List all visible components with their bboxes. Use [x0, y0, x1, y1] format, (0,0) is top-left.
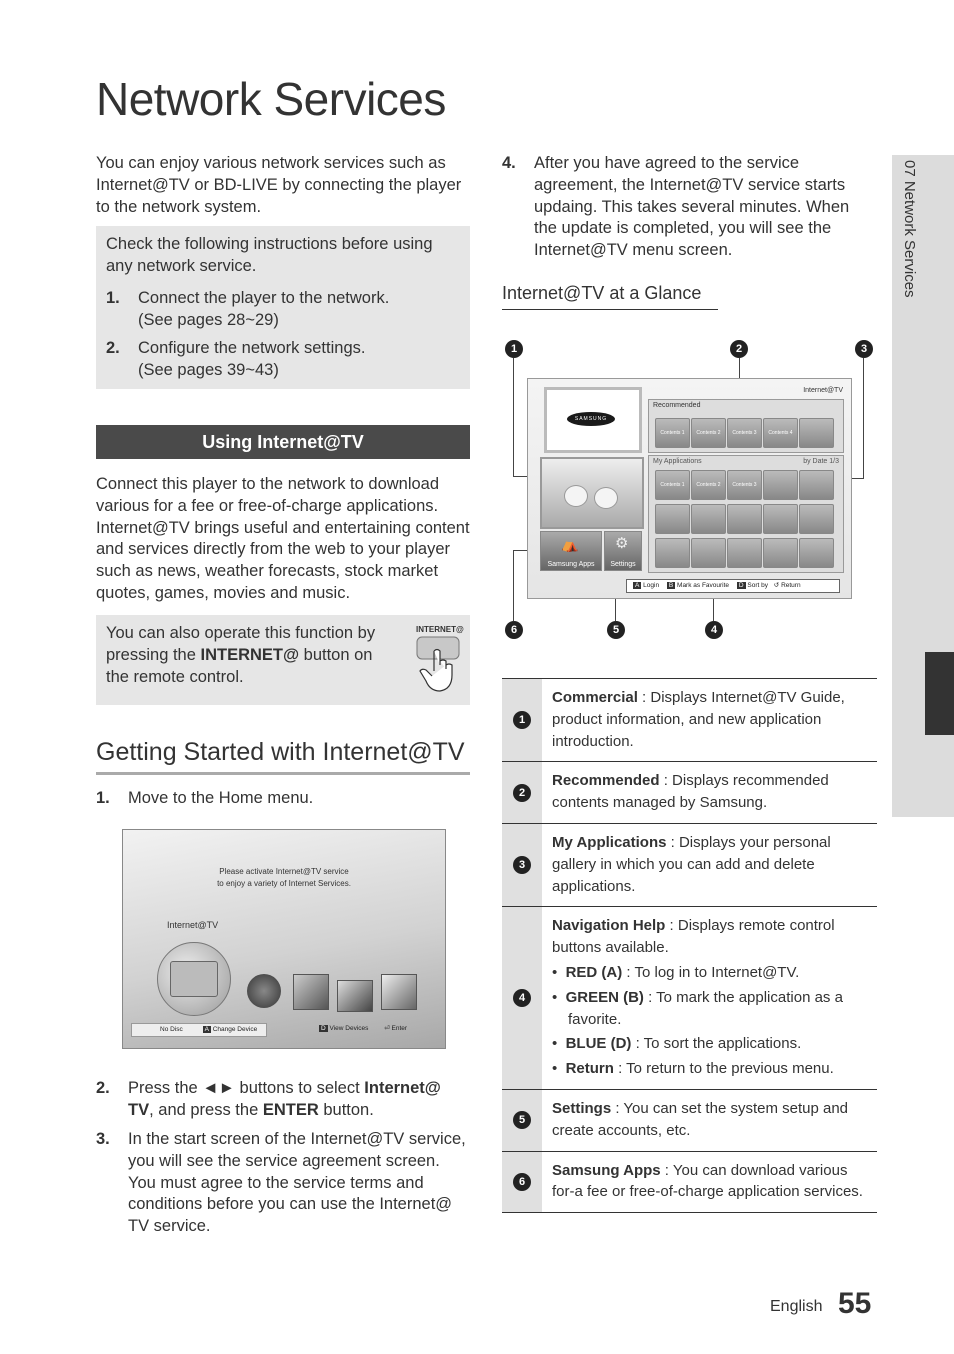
my-applications-panel: [648, 455, 844, 573]
chapter-tab-marker: [925, 652, 954, 735]
table-row: [502, 761, 877, 823]
app-tile[interactable]: [727, 504, 762, 534]
enter-label: Enter: [391, 1025, 408, 1032]
row-number: 3: [513, 856, 531, 874]
remote-note-text: You can also operate this function by pressing the INTERNET@ button on the remote control.: [106, 624, 376, 686]
change-device-label: Change Device: [212, 1026, 258, 1033]
intro-text: You can enjoy various network services such as Internet@TV or BD-LIVE by connecting the player to the network system.: [96, 154, 462, 216]
help-key-b: B: [668, 582, 674, 589]
callout-2: 2: [730, 340, 748, 358]
step-text: Configure the network settings. (See pages 39~43): [138, 339, 366, 379]
step-text: After you have agreed to the service agreement, the Internet@TV service starts updaing. This takes several minutes. When the update is completed, you will see the Internet@TV menu screen.: [534, 154, 850, 260]
row-number: 4: [513, 989, 531, 1007]
d-key: D: [321, 1025, 326, 1032]
puppy-left: [564, 485, 588, 507]
screen-brand: Internet@TV: [803, 387, 843, 394]
settings-button[interactable]: [604, 531, 642, 571]
callout-line-3: [863, 358, 864, 478]
view-devices-label: View Devices: [329, 1025, 369, 1032]
samsung-apps-icon: ⛺: [561, 536, 579, 552]
no-disc-label: No Disc: [160, 1026, 183, 1033]
check-step-2: [106, 338, 456, 382]
row-number: 1: [513, 711, 531, 729]
samsung-logo: SAMSUNG: [567, 412, 615, 426]
table-row: [502, 1151, 877, 1214]
step-text: In the start screen of the Internet@TV service, you will see the service agreement screen. You must agree to the service terms and conditions before you can use the Internet@ TV service.: [128, 1130, 466, 1236]
home-bottom-bar-left: [131, 1023, 267, 1037]
help-sort-by: Sort by: [747, 582, 768, 589]
callout-4: 4: [705, 621, 723, 639]
getting-step-3: [96, 1129, 470, 1239]
step-text: Press the ◄► buttons to select Internet@ TV, and press the ENTER button.: [128, 1079, 441, 1119]
row-text: : You can download various for-a fee or free-of-charge application services.: [552, 1161, 863, 1201]
help-key-d: D: [738, 582, 744, 589]
row-title: Commercial: [552, 689, 638, 706]
glance-heading: Internet@TV at a Glance: [502, 283, 702, 303]
table-row: [502, 823, 877, 906]
hand-press-icon: [414, 635, 464, 695]
app-tile[interactable]: [727, 538, 762, 568]
settings-icon[interactable]: [381, 974, 417, 1010]
remote-button-illustration: [414, 625, 464, 695]
footer-language: English: [770, 1298, 823, 1315]
bullet-item: • RED (A) : To log in to Internet@TV.: [552, 963, 800, 981]
step-number: 4.: [502, 154, 516, 172]
step-text: Move to the Home menu.: [128, 789, 314, 807]
row-text: : Displays Internet@TV Guide, product information, and new application introduction.: [552, 689, 845, 750]
row-text: : You can set the system setup and create accounts, etc.: [552, 1099, 849, 1139]
app-tile[interactable]: Contents 1: [655, 470, 690, 500]
row-title: Settings: [552, 1099, 612, 1117]
app-tile[interactable]: Contents 2: [691, 470, 726, 500]
gear-icon: ⚙: [615, 535, 629, 552]
my-applications-label: My Applications: [653, 458, 702, 465]
row-number: 2: [513, 784, 531, 802]
commercial-panel[interactable]: [544, 387, 642, 453]
bullet-item: • BLUE (D) : To sort the applications.: [552, 1035, 802, 1053]
glance-table: [502, 678, 877, 1213]
help-return: Return: [781, 582, 801, 589]
row-text: : Displays recommended contents managed by Samsung.: [552, 772, 829, 812]
check-box-lead: Check the following instructions before using any network service.: [106, 235, 433, 275]
table-row: [502, 906, 877, 1089]
home-message: Please activate Internet@TV service to enjoy a variety of Internet Services.: [217, 867, 351, 888]
internet-tv-screen: [527, 378, 852, 599]
row-number: 5: [513, 1111, 531, 1129]
using-internet-heading: Using Internet@TV: [96, 425, 470, 459]
recommended-tile-2[interactable]: Contents 2: [691, 418, 726, 448]
table-row: [502, 1089, 877, 1151]
help-login: Login: [643, 582, 660, 589]
check-box: [96, 226, 470, 389]
getting-step-1: [96, 788, 470, 810]
app-tile[interactable]: [763, 538, 798, 568]
internet-tv-icon[interactable]: [157, 942, 231, 1016]
bullet-item: • GREEN (B) : To mark the application as a favorite.: [552, 988, 843, 1028]
row-title: Recommended: [552, 772, 660, 790]
samsung-apps-label: Samsung Apps: [547, 561, 595, 568]
callout-5: 5: [607, 621, 625, 639]
app-tile[interactable]: Contents 3: [727, 470, 762, 500]
app-tile[interactable]: [763, 504, 798, 534]
page-title: Network Services: [96, 73, 446, 125]
remote-button-label: INTERNET@: [416, 625, 464, 634]
app-tile[interactable]: [799, 504, 834, 534]
row-text: : Displays your personal gallery in which you can add and delete applications.: [552, 833, 831, 895]
recommended-label: Recommended: [653, 402, 701, 409]
table-row: [502, 678, 877, 761]
samsung-apps-button[interactable]: [540, 531, 602, 571]
row-title: Navigation Help: [552, 917, 666, 935]
recommended-tile-5[interactable]: [799, 418, 834, 448]
settings-label: Settings: [610, 561, 636, 568]
enter-icon: ⏎: [384, 1025, 390, 1032]
recommended-tile-1[interactable]: Contents 1: [655, 418, 690, 448]
getting-step-2: [96, 1078, 470, 1122]
recommended-tile-3[interactable]: Contents 3: [727, 418, 762, 448]
app-tile[interactable]: [763, 470, 798, 500]
app-tile[interactable]: [691, 538, 726, 568]
help-key-a: A: [635, 582, 640, 589]
callout-line-1: [513, 358, 514, 476]
app-tile[interactable]: [655, 538, 690, 568]
chapter-side-label: 07 Network Services: [901, 160, 918, 298]
callout-3: 3: [855, 340, 873, 358]
puppy-right: [594, 487, 618, 509]
row-title: Samsung Apps: [552, 1161, 661, 1179]
row-number: 6: [513, 1173, 531, 1191]
app-tile[interactable]: [799, 538, 834, 568]
step-number: 3.: [96, 1130, 110, 1148]
step-number: 2.: [106, 339, 120, 357]
a-key: A: [204, 1026, 209, 1033]
step-number: 2.: [96, 1079, 110, 1097]
step-number: 1.: [96, 789, 110, 807]
callout-1: 1: [505, 340, 523, 358]
app-tile[interactable]: [799, 470, 834, 500]
recommended-tile-4[interactable]: Contents 4: [763, 418, 798, 448]
featured-image[interactable]: [540, 457, 644, 529]
help-mark-favourite: Mark as Favourite: [677, 582, 730, 589]
home-bottom-bar-right: [319, 1023, 423, 1035]
step-number: 1.: [106, 289, 120, 307]
app-tile[interactable]: [691, 504, 726, 534]
video-icon[interactable]: [293, 974, 329, 1010]
check-step-1: [106, 288, 456, 332]
row-title: My Applications: [552, 833, 667, 851]
disc-icon[interactable]: [247, 974, 281, 1008]
app-tile[interactable]: [655, 504, 690, 534]
navigation-help-bar: [626, 579, 840, 593]
row-text: : Displays remote control buttons available.: [552, 917, 835, 957]
glance-heading-rule: [502, 309, 718, 310]
callout-line-6: [513, 550, 514, 621]
recommended-panel: [648, 399, 844, 453]
getting-started-heading: Getting Started with Internet@TV: [96, 738, 465, 766]
by-date-label: by Date 1/3: [803, 458, 839, 465]
home-internet-label: Internet@TV: [167, 920, 219, 930]
page-number: 55: [838, 1287, 872, 1320]
bullet-item: • Return : To return to the previous menu.: [552, 1060, 834, 1078]
home-menu-screenshot: [122, 829, 446, 1049]
remote-note-box: [96, 615, 470, 705]
callout-6: 6: [505, 621, 523, 639]
heading-rule: [96, 772, 470, 775]
using-internet-body: Connect this player to the network to download various for a fee or free-of-charge applications. Internet@TV brings useful and entertaining content and services directly from the web to your player such as news, weather forecasts, stock market quotes, games, movies and music.: [96, 475, 470, 602]
step-4: [502, 153, 872, 263]
return-icon: ↺: [773, 582, 780, 589]
photo-icon[interactable]: [337, 980, 373, 1012]
step-text: Connect the player to the network. (See pages 28~29): [138, 289, 390, 329]
